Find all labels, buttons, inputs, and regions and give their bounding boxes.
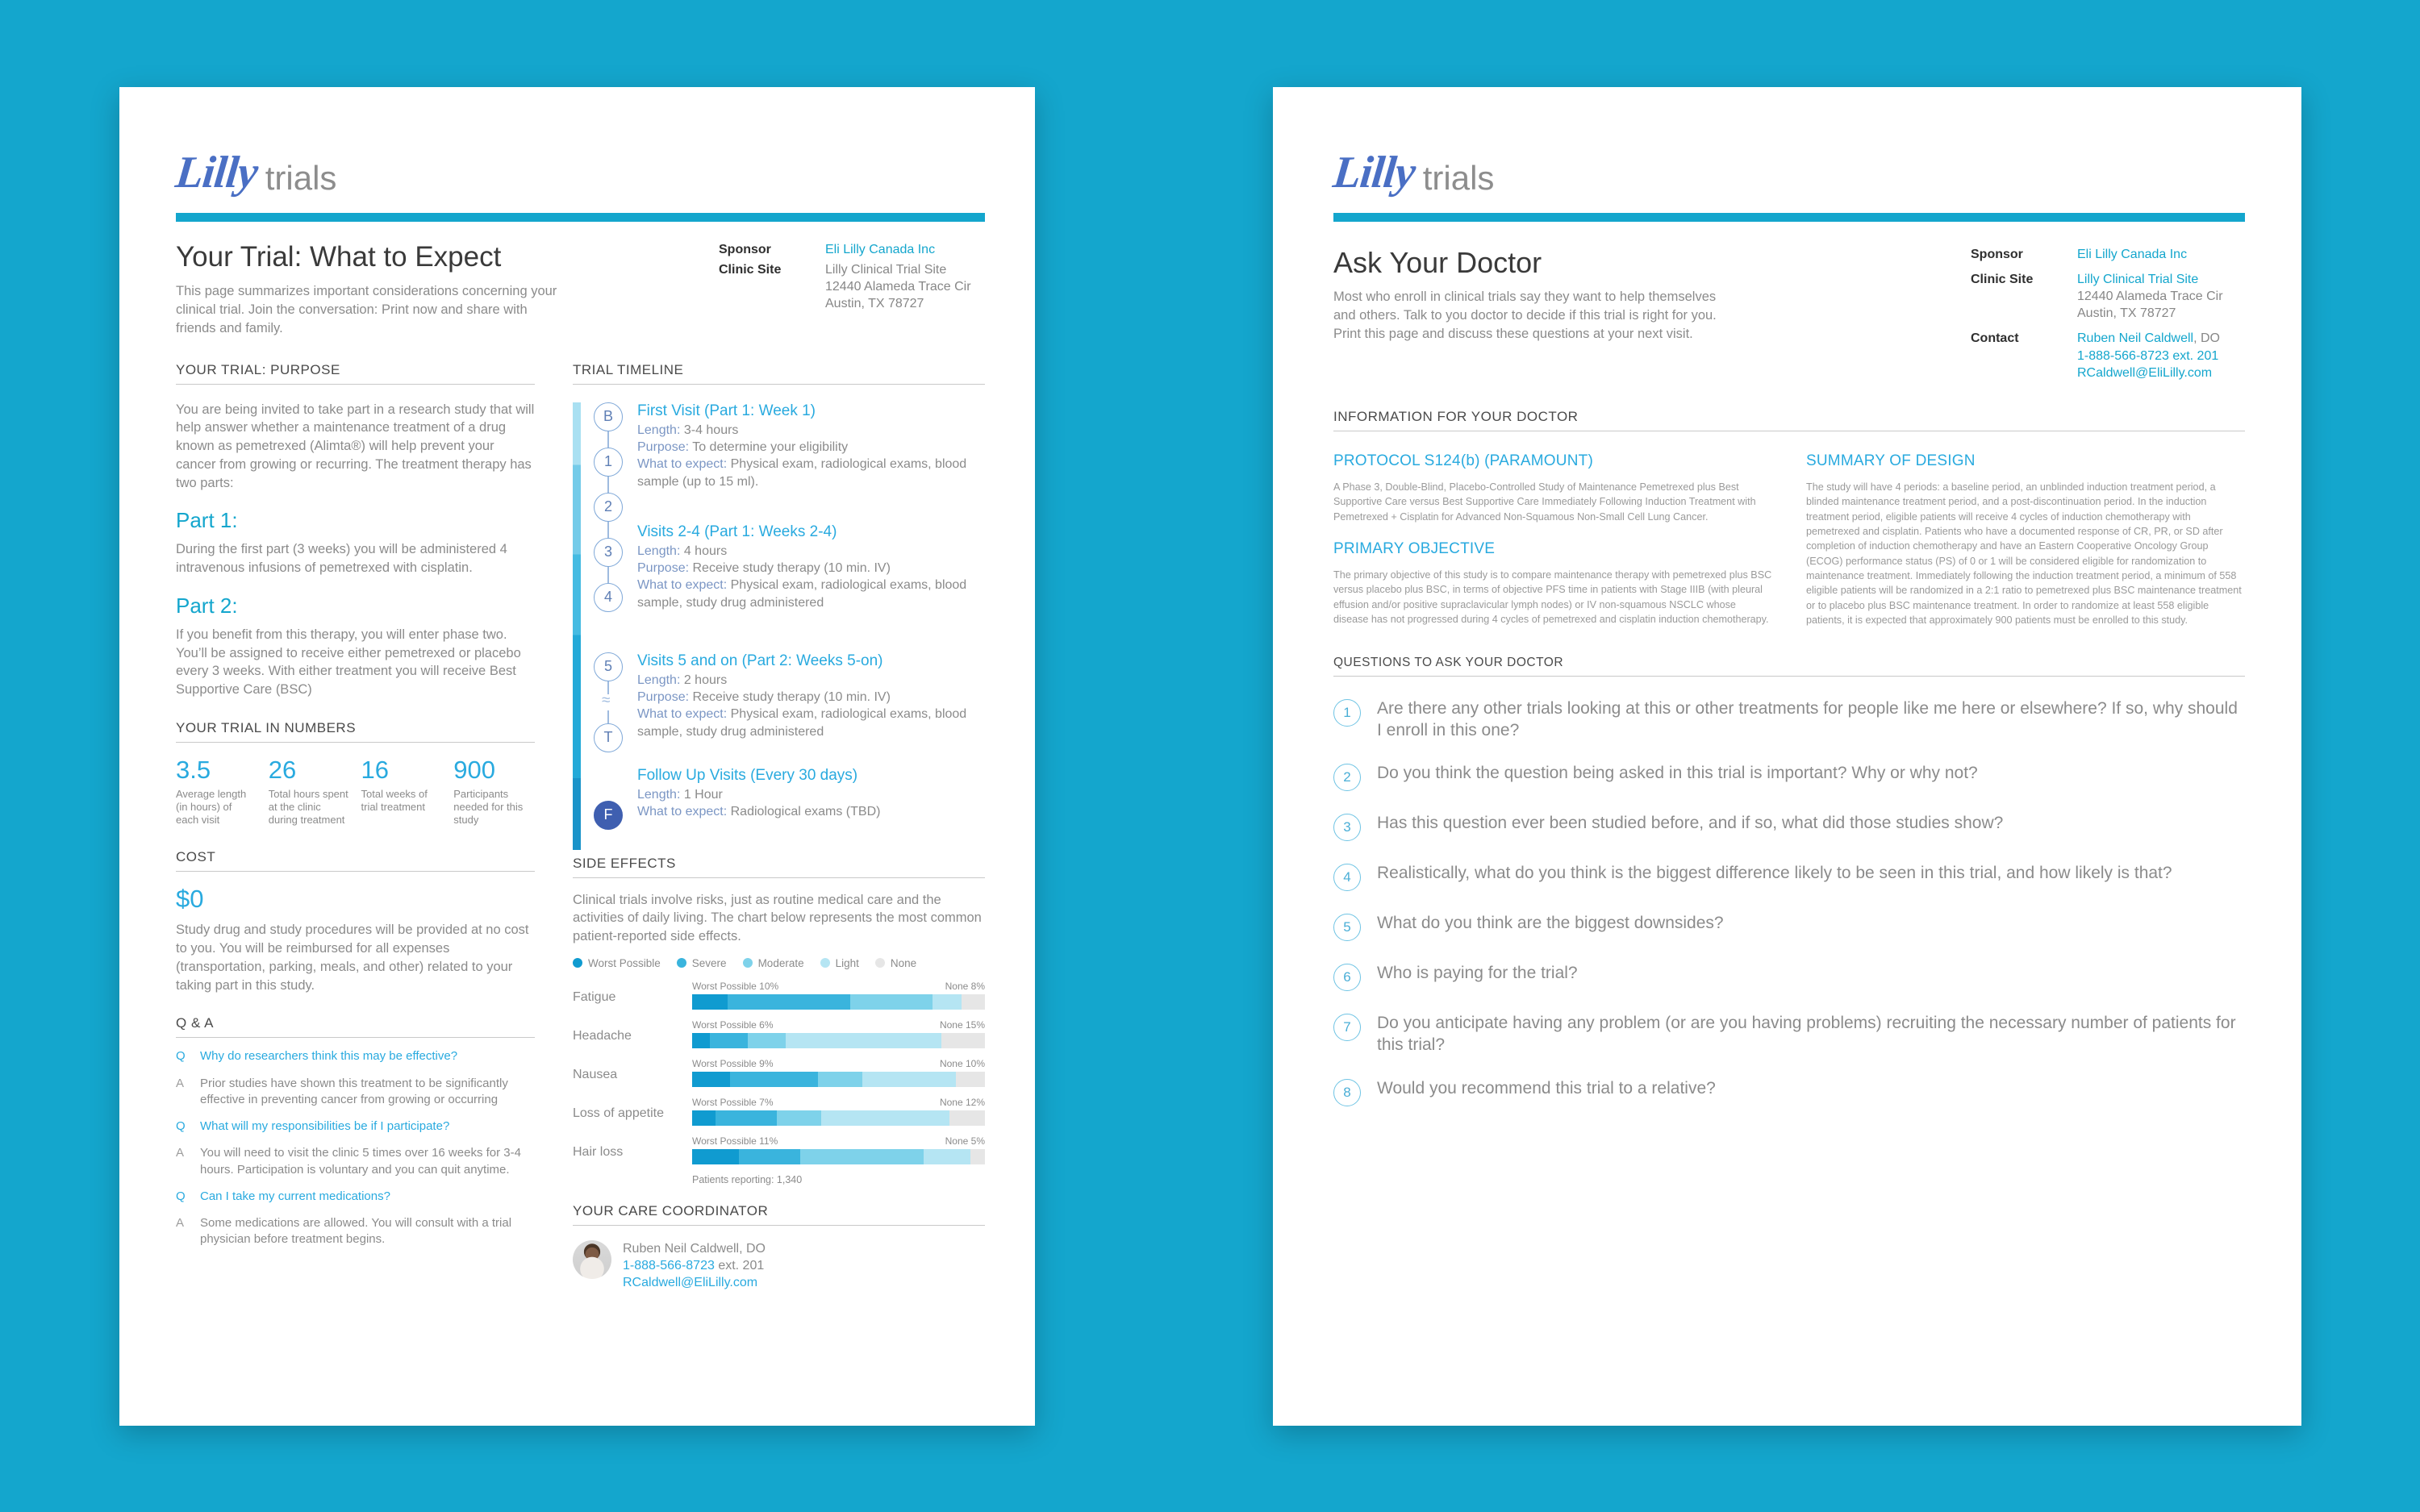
timeline-line-label: What to expect: [637,804,728,818]
cost-amount: $0 [176,885,204,914]
side-effect-bar-wrapper [692,981,985,1010]
question-text: Why do researchers think this may be effective? [200,1049,458,1064]
side-effect-row [573,1135,985,1164]
timeline-entry-title[interactable]: Visits 2-4 (Part 1: Weeks 2-4) [637,523,837,540]
timeline-line-value: To determine your eligibility [689,439,849,454]
qa-answer [176,1215,535,1248]
doctor-info-heading: INFORMATION FOR YOUR DOCTOR [1333,408,1579,424]
timeline-entry-title[interactable]: Visits 5 and on (Part 2: Weeks 5-on) [637,652,883,669]
timeline-entry [637,652,985,756]
bar-segment [748,1033,786,1048]
question-item [1333,912,2245,941]
question-marker: Q [176,1049,186,1064]
protocol-body: A Phase 3, Double-Blind, Placebo-Controlled Study of Maintenance Pemetrexed plus Best Supportive Care versus Best Supportive Care Immediately Following Induction Treatment with Pemetrexed + Cisplatin for Advanced Non-Squamous Non-Small Cell Lung Cancer. [1333,481,1756,523]
timeline-section-heading: TRIAL TIMELINE [573,361,684,377]
timeline-line-label: Length: [637,544,681,558]
worst-possible-label: Worst Possible 7% [692,1096,774,1108]
stat-card [269,757,361,827]
worst-possible-label: Worst Possible 9% [692,1057,774,1069]
sponsor-row [719,241,985,258]
bar-endpoint-labels [692,1019,985,1031]
side-effect-label: Nausea [573,1067,618,1081]
qa-divider [176,1037,535,1038]
questions-heading: QUESTIONS TO ASK YOUR DOCTOR [1333,655,1564,669]
document-page-1 [119,87,1035,1426]
stat-value: 26 [268,755,297,784]
timeline-entry-line [637,706,985,740]
legend-item [573,957,661,969]
questions-divider [1333,676,2245,677]
summary-of-design-heading: SUMMARY OF DESIGN [1806,452,1976,469]
contact-name[interactable]: Ruben Neil Caldwell [2077,331,2194,346]
none-label: None 15% [939,1018,985,1031]
qa-question[interactable] [176,1048,535,1064]
contact-details [2077,330,2220,381]
bar-segment [970,1149,985,1164]
stat-value: 16 [361,755,389,784]
purpose-divider [176,384,535,385]
bar-segment [692,1149,739,1164]
stat-caption: Participants needed for this study [453,787,524,827]
side-effect-row [573,1019,985,1048]
coordinator-phone[interactable]: 1-888-566-8723 [623,1259,715,1273]
chart-legend [573,957,985,969]
primary-objective-body: The primary objective of this study is to compare maintenance therapy with pemetrexed plus BSC versus placebo plus BSC, in terms of objective PFS time in patients with Stage IIIB (with pleural effusion and/or positive supraclavicular lymph nodes) or IV non-squamous NSCLC whose disease has not progressed during 4 cycles of pemetrexed and cisplatin induction chemotherapy. [1333,569,1772,626]
sponsor-value[interactable]: Eli Lilly Canada Inc [2077,248,2188,261]
question-text: Realistically, what do you think is the biggest difference likely to be seen in this trial, and how likely is that? [1377,864,2172,883]
trials-wordmark: trials [1422,159,1495,197]
question-text: What will my responsibilities be if I participate? [200,1119,450,1134]
bar-segment [730,1072,818,1087]
bar-segment [692,1033,710,1048]
coordinator-card [573,1240,985,1292]
question-text: Would you recommend this trial to a relative? [1377,1078,1716,1098]
contact-label: Contact [1971,331,2019,346]
question-item [1333,812,2245,841]
legend-item [875,957,916,969]
sponsor-label: Sponsor [1971,248,2023,261]
clinic-city: Austin, TX 78727 [825,297,924,311]
timeline-node-5[interactable]: 5 [594,652,623,681]
side-effect-label: Hair loss [573,1144,624,1159]
timeline-entry-line [637,422,985,439]
coordinator-phone-line[interactable] [623,1257,766,1274]
coordinator-name: Ruben Neil Caldwell, DO [623,1241,766,1256]
trial-meta-block [1971,246,2245,385]
brand-accent-rule [1333,213,2245,222]
question-item [1333,1077,2245,1106]
timeline-line-label: Purpose: [637,689,690,704]
legend-item [820,957,859,969]
timeline-line-value: 2 hours [680,673,728,687]
question-number-badge: 1 [1333,699,1361,727]
timeline-entry-line [637,439,985,456]
clinic-name: Lilly Clinical Trial Site [825,263,947,277]
side-effects-intro: Clinical trials involve risks, just as routine medical care and the activities of daily living. The chart below represents the most common patient-reported side effects. [573,892,982,944]
timeline-node-1[interactable]: 1 [594,448,623,477]
question-text: Has this question ever been studied before, and if so, what did those studies show? [1377,814,2004,833]
sponsor-label: Sponsor [719,243,771,256]
question-text: Are there any other trials looking at this or other treatments for people like me here or elsewhere? If so, why should I enroll in this one? [1377,698,2238,739]
timeline-connector [607,567,608,583]
numbers-section-heading: YOUR TRIAL IN NUMBERS [176,719,357,735]
stat-card [361,757,454,827]
stacked-bar [692,1072,985,1087]
clinic-site-row [1971,271,2245,322]
protocol-column [1333,452,1772,628]
bar-segment [862,1072,956,1087]
legend-label: Worst Possible [588,956,661,969]
side-effect-row [573,1097,985,1126]
trial-timeline [573,402,985,854]
timeline-line-label: Purpose: [637,560,690,575]
timeline-connector [607,431,608,448]
timeline-entry-line [637,543,985,560]
timeline-line-label: What to expect: [637,707,728,722]
stacked-bar [692,1033,985,1048]
question-marker: Q [176,1119,186,1134]
worst-possible-label: Worst Possible 10% [692,980,779,992]
qa-answer [176,1076,535,1109]
contact-email[interactable]: RCaldwell@EliLilly.com [2077,365,2213,380]
bar-segment [739,1149,800,1164]
timeline-entry-title[interactable]: First Visit (Part 1: Week 1) [637,402,816,419]
timeline-ellipsis-icon: ≈ [602,691,611,709]
stat-value: 900 [453,755,495,784]
part-2-text: If you benefit from this therapy, you will enter phase two. You’ll be assigned to receive either pemetrexed or placebo every 3 weeks. With either treatment you will receive Best Supportive Care (BSC) [176,627,521,698]
legend-swatch-icon [743,958,753,968]
page-title: Ask Your Doctor [1333,246,1542,279]
side-effect-bar-wrapper [692,1097,985,1126]
question-text: Do you anticipate having any problem (or are you having problems) recruiting the necessary number of patients for this trial? [1377,1014,2236,1055]
timeline-line-label: Purpose: [637,439,690,454]
timeline-node-followup[interactable]: F [594,801,623,830]
bar-segment [850,994,933,1010]
timeline-entry [637,402,985,512]
cost-divider [176,871,535,872]
trials-wordmark: trials [265,159,337,197]
stat-value: 3.5 [176,755,211,784]
answer-text: Some medications are allowed. You will consult with a trial physician before treatment begins. [200,1216,512,1247]
timeline-line-value: Physical exam, radiological exams, blood sample, study drug administered [637,578,967,610]
timeline-entry-line [637,577,985,611]
document-page-2 [1273,87,2301,1426]
page-subtitle: This page summarizes important considerations concerning your clinical trial. Join the conversation: Print now and share with friends and family. [176,284,557,335]
timeline-line-value: 1 Hour [680,787,723,802]
bar-segment [728,994,850,1010]
part-2-heading: Part 2: [176,593,238,618]
timeline-entry-line [637,803,985,820]
qa-answer [176,1145,535,1178]
question-number-badge: 7 [1333,1014,1361,1041]
questions-list [1333,698,2245,1106]
clinic-site-label: Clinic Site [1971,273,2034,287]
timeline-node-3[interactable]: 3 [594,538,623,567]
timeline-line-label: Length: [637,787,681,802]
bar-segment [818,1072,862,1087]
contact-name-line[interactable] [2077,330,2220,347]
question-number-badge: 6 [1333,964,1361,991]
bar-segment [941,1033,985,1048]
side-effect-bar-wrapper [692,1135,985,1164]
question-item [1333,762,2245,791]
coordinator-details [623,1240,766,1292]
question-number-badge: 4 [1333,864,1361,891]
none-label: None 8% [945,980,985,992]
timeline-line-value: 3-4 hours [680,423,739,437]
timeline-entry-line [637,672,985,689]
qa-section-heading: Q & A [176,1015,214,1031]
legend-label: Moderate [757,956,804,969]
answer-marker: A [176,1216,185,1231]
question-number-badge: 2 [1333,764,1361,791]
answer-text: You will need to visit the clinic 5 times over 16 weeks for 3-4 hours. Participation is voluntary and you can quit anytime. [200,1146,521,1177]
timeline-line-label: Length: [637,423,681,437]
bar-endpoint-labels [692,1058,985,1069]
side-effects-heading: SIDE EFFECTS [573,855,676,871]
side-effects-chart [573,981,985,1164]
side-effect-label: Loss of appetite [573,1106,664,1120]
legend-item [677,957,727,969]
question-item [1333,962,2245,991]
side-effect-row [573,1058,985,1087]
coordinator-divider [573,1225,985,1226]
timeline-line-value: Radiological exams (TBD) [727,804,881,818]
question-marker: Q [176,1189,186,1203]
bar-segment [962,994,985,1010]
clinic-city: Austin, TX 78727 [2077,306,2176,321]
timeline-line-value: Receive study therapy (10 min. IV) [689,689,891,704]
question-text: Who is paying for the trial? [1377,964,1578,983]
clinic-site-address [2077,271,2223,322]
bar-segment [821,1110,950,1126]
timeline-line-value: Physical exam, radiological exams, blood sample (up to 15 ml). [637,457,967,489]
timeline-connector [607,522,608,538]
design-column [1806,452,2245,628]
legend-label: None [890,956,917,969]
question-text: What do you think are the biggest downsides? [1377,914,1724,933]
question-item [1333,862,2245,891]
bar-segment [924,1149,970,1164]
timeline-connector [607,710,608,723]
stat-card [453,757,535,827]
stat-caption: Average length (in hours) of each visit [176,787,247,827]
timeline-line-label: Length: [637,673,681,687]
qa-question[interactable] [176,1118,535,1135]
timeline-entry [637,523,985,641]
question-text: Can I take my current medications? [200,1189,390,1203]
timeline-line-value: Physical exam, radiological exams, blood sample, study drug administered [637,707,967,739]
trial-meta-block [719,241,985,338]
coordinator-ext: ext. 201 [714,1259,765,1273]
clinic-site-label: Clinic Site [719,263,782,277]
summary-of-design-body: The study will have 4 periods: a baseline period, an unblinded induction treatment period, a blinded maintenance treatment period, and a post-discontinuation period. In the induction treatment period, eligible patients will receive 4 cycles of induction chemotherapy with pemetrexed and cisplatin. Patients who have a documented response of CR, PR, or SD after completion of induction chemotherapy and have an Eastern Cooperative Oncology Group (ECOG) performance status (PS) of 0 or 1 will be considered eligible for randomization to maintenance treatment. Immediately following the induction treatment period, a minimum of 558 eligible patients will be randomized in a 2:1 ratio to pemetrexed plus BSC maintenance treatment or to placebo plus BSC maintenance treatment. In order to randomize at least 558 eligible patients, it is expected that approximately 900 patients must be enrolled to this study. [1806,481,2242,627]
timeline-entry-line [637,689,985,706]
avatar [573,1240,611,1279]
stat-caption: Total hours spent at the clinic during treatment [268,787,348,827]
coordinator-heading: YOUR CARE COORDINATOR [573,1202,769,1218]
timeline-line-value: Receive study therapy (10 min. IV) [689,560,891,575]
sponsor-value[interactable]: Eli Lilly Canada Inc [825,243,936,256]
legend-swatch-icon [573,958,582,968]
side-effect-label: Headache [573,1028,632,1043]
side-effect-bar-wrapper [692,1019,985,1048]
purpose-intro: You are being invited to take part in a research study that will help answer whether a maintenance treatment of a drug known as pemetrexed (Alimta®) will help prevent your cancer from growing or recurring. The treatment therapy has two parts: [176,402,535,490]
side-effect-row [573,981,985,1010]
timeline-detail-column [637,402,985,821]
stat-caption: Total weeks of trial treatment [361,787,428,813]
page-subtitle: Most who enroll in clinical trials say they want to help themselves and others. Talk to you doctor to decide if this trial is right for you. Print this page and discuss these questions at your next visit. [1333,289,1717,341]
bar-segment [800,1149,923,1164]
worst-possible-label: Worst Possible 11% [692,1135,778,1147]
question-number-badge: 5 [1333,914,1361,941]
timeline-entry-line [637,786,985,803]
bar-segment [933,994,962,1010]
numbers-divider [176,742,535,743]
purpose-section-heading: YOUR TRIAL: PURPOSE [176,361,340,377]
stat-card [176,757,269,827]
timeline-entry-title[interactable]: Follow Up Visits (Every 30 days) [637,766,858,784]
question-text: Do you think the question being asked in this trial is important? Why or why not? [1377,764,1978,783]
question-number-badge: 3 [1333,814,1361,841]
bar-segment [710,1033,748,1048]
side-effects-divider [573,877,985,878]
clinic-street: 12440 Alameda Trace Cir [825,280,971,294]
cost-text: Study drug and study procedures will be provided at no cost to you. You will be reimbursed for all expenses (transportation, parking, meals, and other) related to your taking part in this study. [176,923,529,993]
timeline-entry-line [637,456,985,490]
timeline-progress-bar [573,402,581,850]
answer-marker: A [176,1146,185,1160]
answer-text: Prior studies have shown this treatment to be significantly effective in preventing cancer from growing or occurring [200,1076,508,1106]
contact-row [1971,330,2245,381]
timeline-node-4[interactable]: 4 [594,583,623,612]
bar-segment [949,1110,985,1126]
legend-swatch-icon [677,958,686,968]
timeline-line-label: What to expect: [637,457,728,472]
timeline-node-2[interactable]: 2 [594,493,623,522]
worst-possible-label: Worst Possible 6% [692,1018,774,1031]
timeline-entry [637,767,985,821]
qa-question[interactable] [176,1189,535,1205]
bar-segment [692,994,728,1010]
bar-segment [716,1110,777,1126]
bar-segment [956,1072,985,1087]
timeline-line-value: 4 hours [680,544,728,558]
legend-label: Severe [691,956,727,969]
bar-endpoint-labels [692,1097,985,1108]
cost-section-heading: COST [176,849,216,865]
coordinator-email[interactable]: RCaldwell@EliLilly.com [623,1276,758,1290]
timeline-divider [573,384,985,385]
bar-segment [692,1072,730,1087]
bar-segment [786,1033,941,1048]
clinic-site-address [825,261,971,312]
lilly-wordmark: Lilly [1330,148,1418,198]
bar-segment [777,1110,820,1126]
lilly-trials-logo [1330,135,2245,198]
primary-objective-heading: PRIMARY OBJECTIVE [1333,539,1496,557]
legend-item [743,957,804,969]
question-item [1333,698,2245,742]
brand-accent-rule [176,213,985,222]
sponsor-row [1971,246,2245,263]
clinic-name[interactable]: Lilly Clinical Trial Site [2077,273,2199,287]
part-1-heading: Part 1: [176,508,238,533]
page-title: Your Trial: What to Expect [176,241,502,273]
stacked-bar [692,1110,985,1126]
bar-segment [692,1110,716,1126]
answer-marker: A [176,1076,185,1090]
stacked-bar [692,994,985,1010]
stacked-bar [692,1149,985,1164]
none-label: None 12% [939,1096,985,1108]
side-effect-label: Fatigue [573,989,616,1004]
legend-swatch-icon [820,958,830,968]
chart-footnote: Patients reporting: 1,340 [692,1173,803,1185]
clinic-site-row [719,261,985,312]
trial-numbers-grid [176,757,535,827]
part-1-text: During the first part (3 weeks) you will be administered 4 intravenous infusions of pemetrexed with cisplatin. [176,542,507,576]
none-label: None 10% [939,1057,985,1069]
contact-phone[interactable]: 1-888-566-8723 ext. 201 [2077,348,2219,363]
timeline-node-terminal[interactable]: T [594,723,623,752]
question-item [1333,1012,2245,1056]
protocol-heading: PROTOCOL S124(b) (PARAMOUNT) [1333,452,1593,469]
lilly-trials-logo [173,135,985,198]
bar-endpoint-labels [692,981,985,992]
timeline-entry-line [637,560,985,577]
legend-label: Light [835,956,859,969]
question-number-badge: 8 [1333,1079,1361,1106]
side-effect-bar-wrapper [692,1058,985,1087]
legend-swatch-icon [875,958,885,968]
contact-suffix: , DO [2193,331,2220,346]
lilly-wordmark: Lilly [173,148,261,198]
timeline-node-baseline[interactable]: B [594,402,623,431]
clinic-street: 12440 Alameda Trace Cir [2077,289,2223,304]
timeline-connector [607,477,608,493]
bar-endpoint-labels [692,1135,985,1147]
timeline-line-label: What to expect: [637,578,728,593]
none-label: None 5% [945,1135,985,1147]
